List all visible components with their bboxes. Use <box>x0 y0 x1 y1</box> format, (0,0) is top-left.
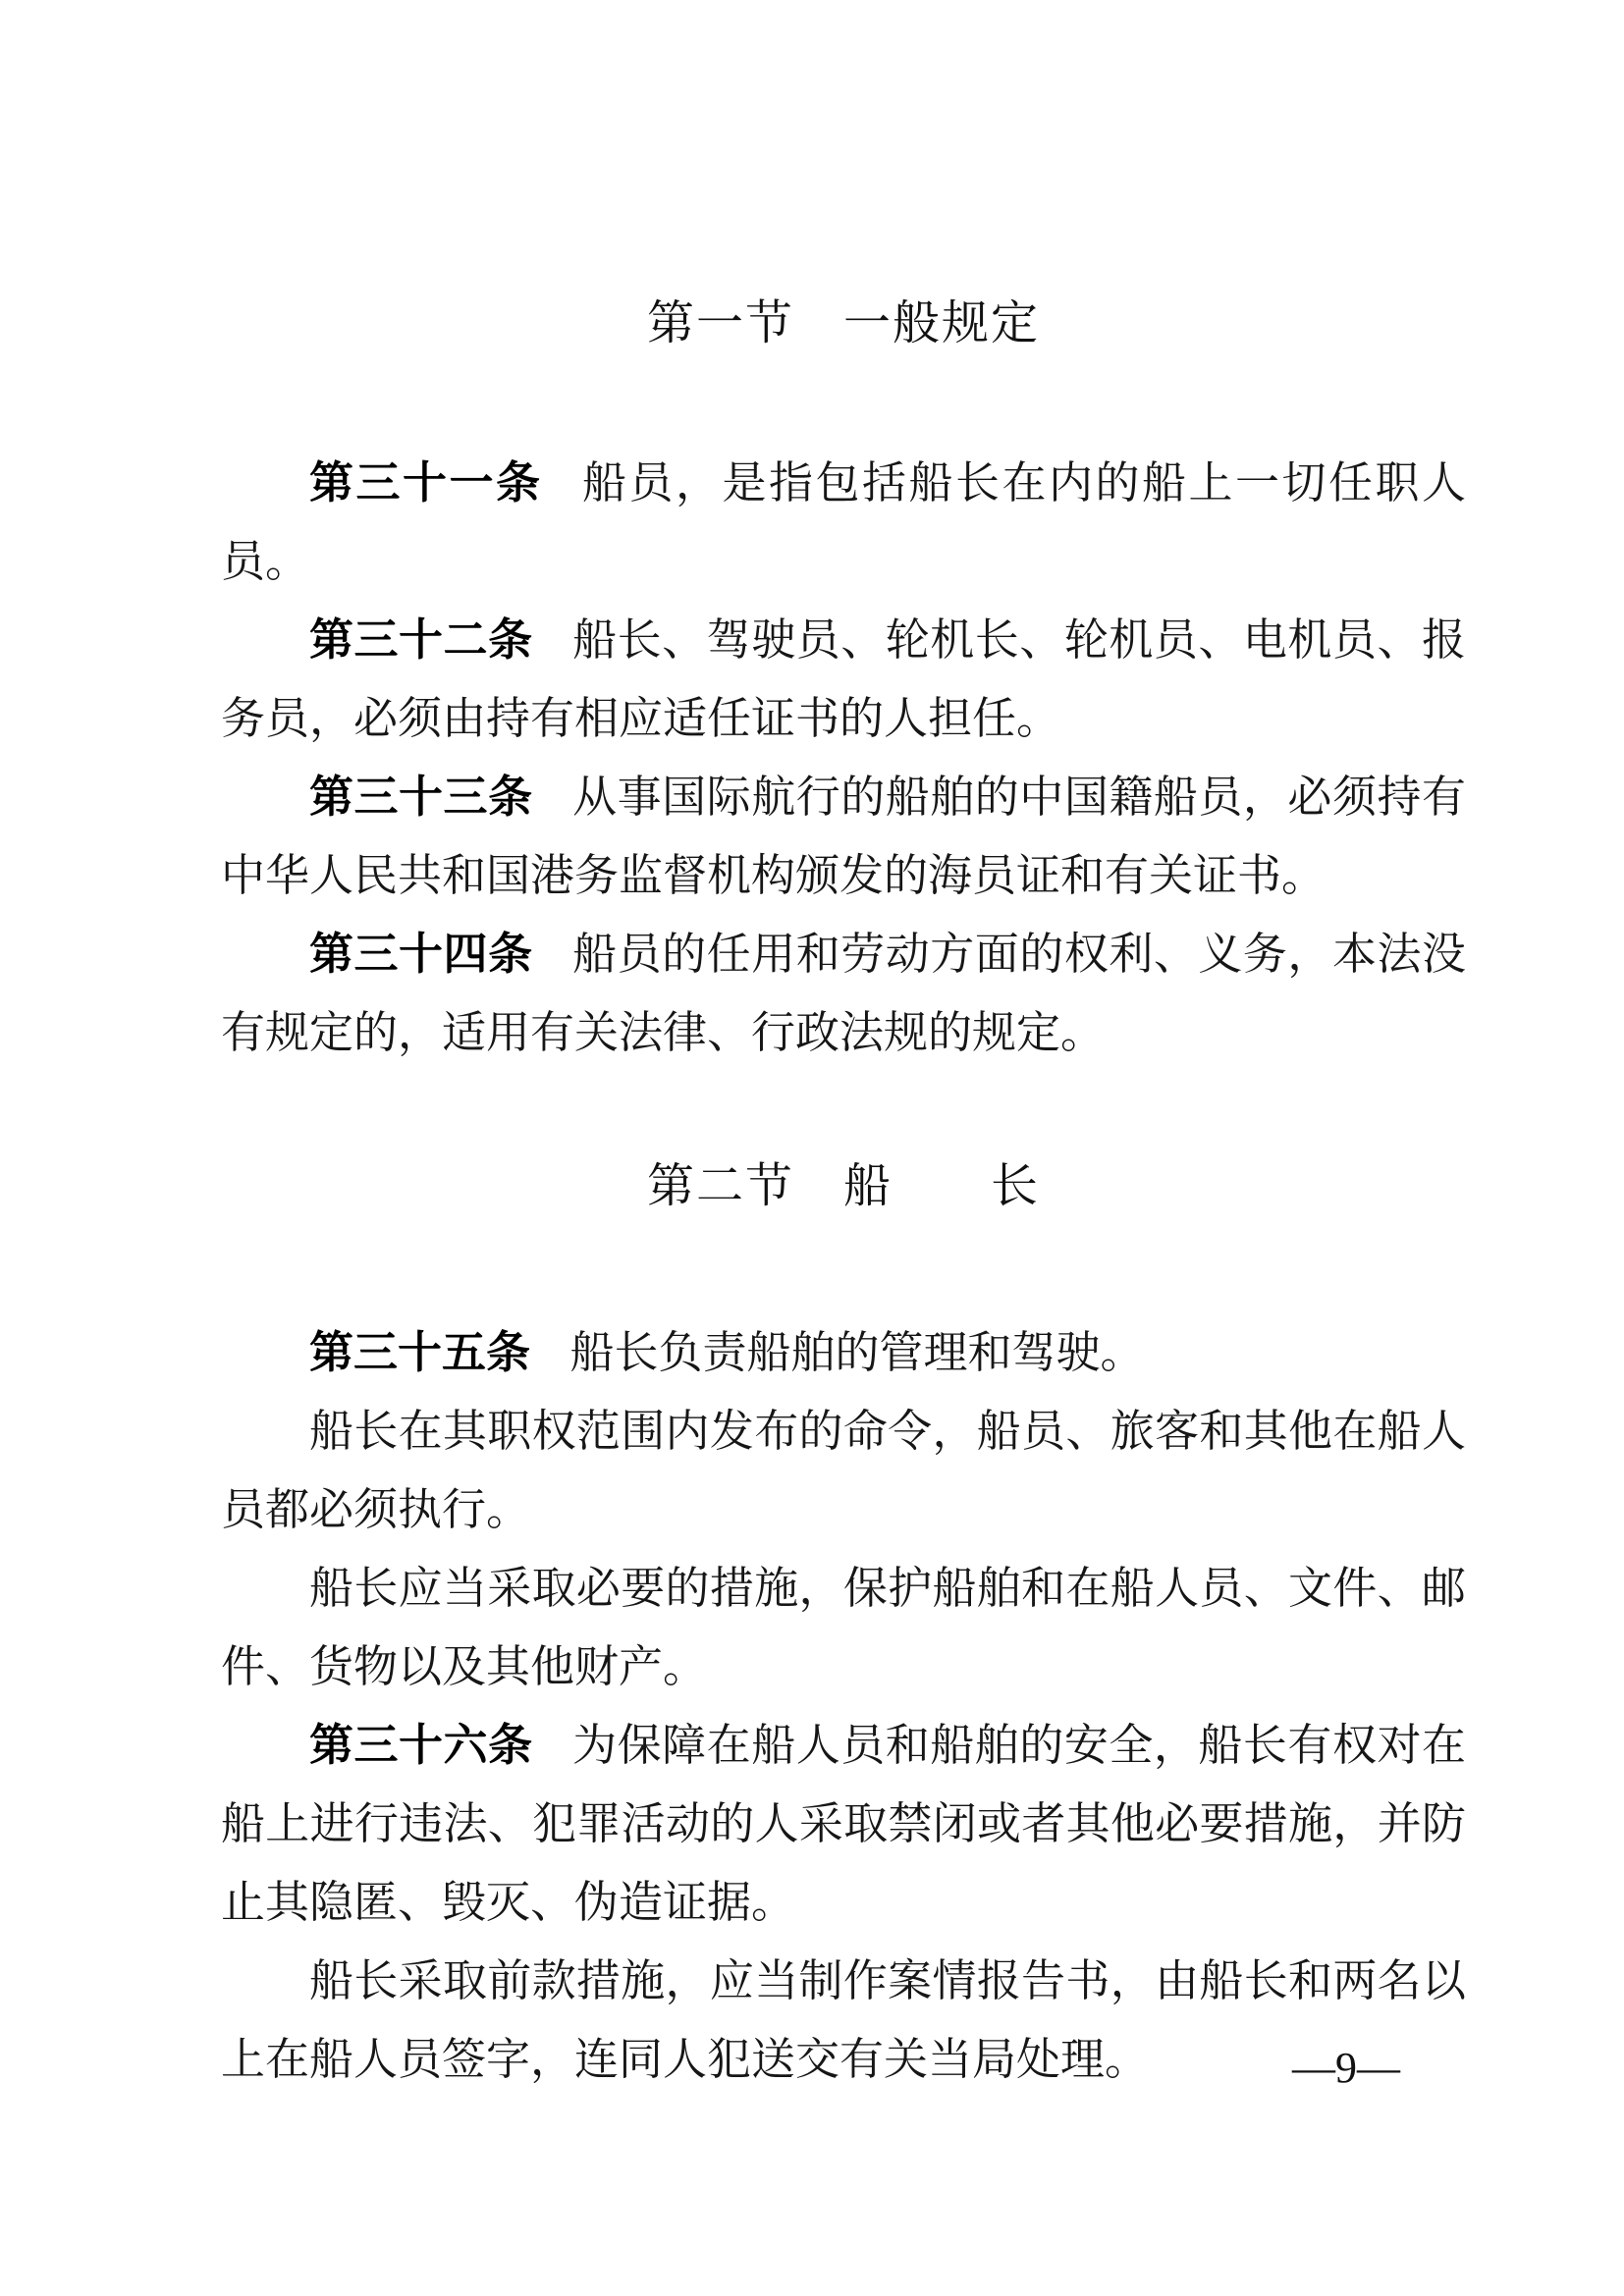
captain-protection-text: 船长应当采取必要的措施，保护船舶和在船人员、文件、邮件、货物以及其他财产。 <box>221 1564 1466 1691</box>
captain-report-text: 船长采取前款措施，应当制作案情报告书，由船长和两名以上在船人员签字，连同人犯送交有关当局处理。 <box>221 1956 1466 2084</box>
section-heading-captain: 第二节 船 长 <box>646 1160 1040 1212</box>
page-number: —9— <box>1292 2044 1400 2092</box>
article-34 <box>221 915 1466 1072</box>
article-33 <box>221 758 1466 915</box>
article-35-number: 第三十五条 <box>309 1327 531 1377</box>
article-34-number: 第三十四条 <box>309 929 533 979</box>
article-34-text: 船员的任用和劳动方面的权利、义务，本法没有规定的，适用有关法律、行政法规的规定。 <box>221 930 1466 1057</box>
captain-report-paragraph <box>221 1942 1466 2099</box>
article-33-number: 第三十三条 <box>309 772 533 822</box>
captain-protection-paragraph <box>221 1549 1466 1706</box>
captain-orders-text: 船长在其职权范围内发布的命令，船员、旅客和其他在船人员都必须执行。 <box>221 1407 1466 1534</box>
captain-orders-paragraph <box>221 1392 1466 1549</box>
article-31-number: 第三十一条 <box>309 457 543 507</box>
article-32-text: 船长、驾驶员、轮机长、轮机员、电机员、报务员，必须由持有相应适任证书的人担任。 <box>221 615 1466 743</box>
article-33-text: 从事国际航行的船舶的中国籍船员，必须持有中华人民共和国港务监督机构颁发的海员证和有关证书。 <box>221 773 1466 900</box>
article-35 <box>221 1313 1466 1392</box>
page-content <box>221 299 1466 2099</box>
article-32 <box>221 601 1466 758</box>
article-36-text: 为保障在船人员和船舶的安全，船长有权对在船上进行违法、犯罪活动的人采取禁闭或者其他必要措施，并防止其隐匿、毁灭、伪造证据。 <box>221 1721 1466 1927</box>
article-31-text: 船员，是指包括船长在内的船上一切任职人员。 <box>221 458 1466 586</box>
article-31 <box>221 444 1466 601</box>
article-32-number: 第三十二条 <box>309 614 533 665</box>
article-36-number: 第三十六条 <box>309 1720 533 1770</box>
section-heading-general-provisions: 第一节 一般规定 <box>646 297 1040 349</box>
article-36 <box>221 1706 1466 1942</box>
article-35-text: 船长负责船舶的管理和驾驶。 <box>569 1328 1145 1377</box>
